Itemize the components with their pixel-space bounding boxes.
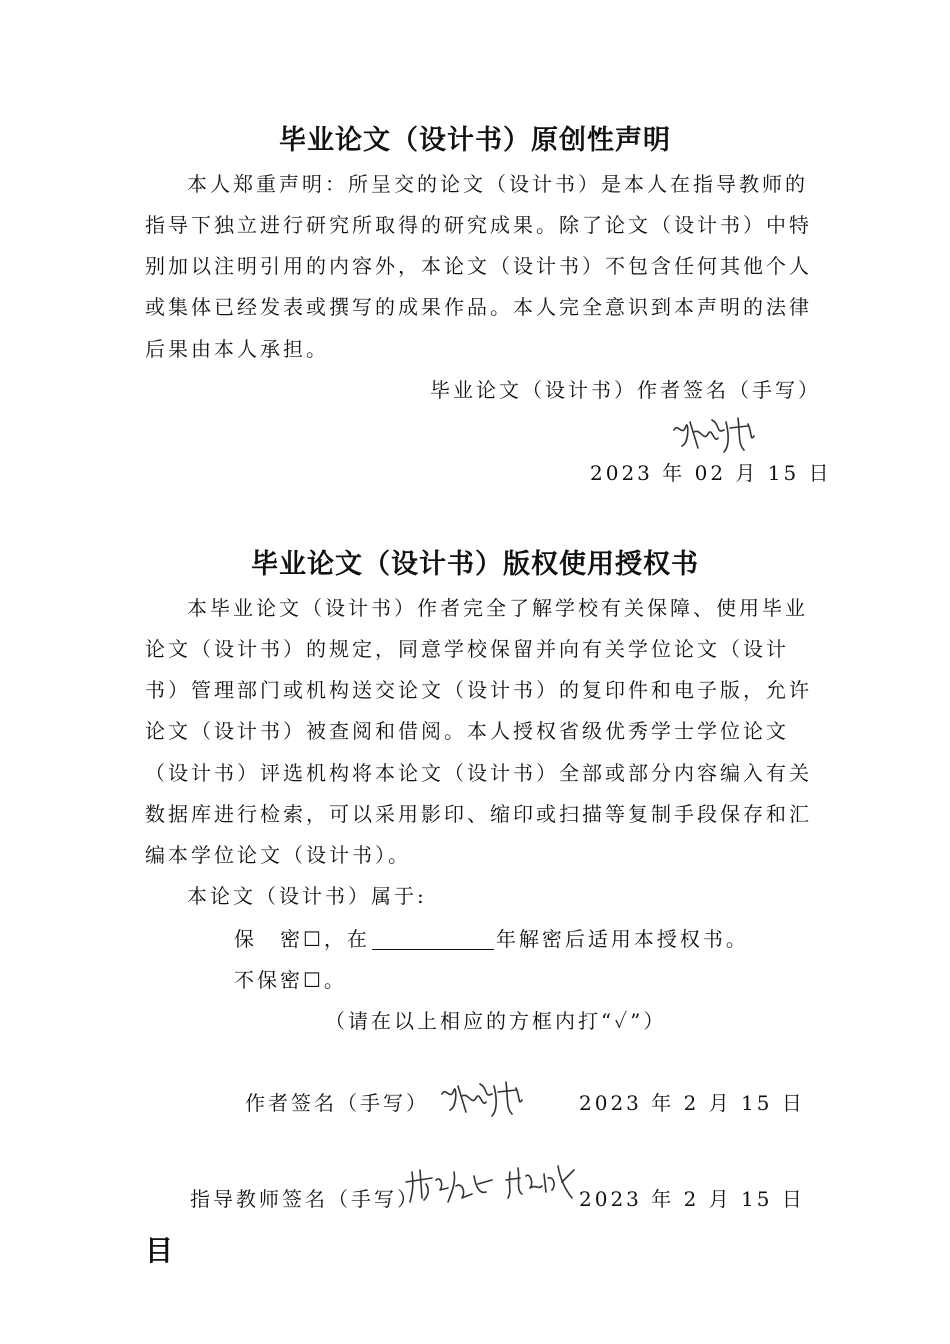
authorization-line-7: 编本学位论文（设计书）。 [145,843,411,867]
declassify-year-blank[interactable] [372,929,494,950]
reviewer-signature [502,1158,582,1204]
originality-line-3: 别加以注明引用的内容外，本论文（设计书）不包含任何其他个人 [145,254,812,278]
author-signature-1 [668,408,768,458]
originality-signature-label: 毕业论文（设计书）作者签名（手写） [430,378,821,402]
belongs-label: 本论文（设计书）属于: [187,884,427,908]
originality-line-4: 或集体已经发表或撰写的成果作品。本人完全意识到本声明的法律 [145,295,812,319]
advisor-signature [402,1162,498,1208]
authorization-line-3: 书）管理部门或机构送交论文（设计书）的复印件和电子版，允许 [145,678,812,702]
authorization-line-4: 论文（设计书）被查阅和借阅。本人授权省级优秀学士学位论文 [145,719,789,743]
secret-prefix: 保 密☐，在 [234,927,370,951]
author-sign-label: 作者签名（手写） [245,1091,429,1115]
not-secret-option: 不保密☐。 [234,968,347,992]
originality-line-5: 后果由本人承担。 [145,337,329,361]
originality-date: 2023 年 02 月 15 日 [590,461,832,485]
originality-line-1: 本人郑重声明：所呈交的论文（设计书）是本人在指导教师的 [187,172,808,196]
authorization-line-5: （设计书）评选机构将本论文（设计书）全部或部分内容编入有关 [145,761,812,785]
author-sign-date: 2023 年 2 月 15 日 [579,1091,805,1115]
originality-title: 毕业论文（设计书）原创性声明 [279,125,671,156]
authorization-line-2: 论文（设计书）的规定，同意学校保留并向有关学位论文（设计 [145,637,789,661]
author-signature-2 [436,1072,536,1122]
advisor-sign-label: 指导教师签名（手写） [190,1187,420,1211]
secret-suffix: 年解密后适用本授权书。 [495,927,749,951]
authorization-line-6: 数据库进行检索，可以采用影印、缩印或扫描等复制手段保存和汇 [145,802,812,826]
authorization-title: 毕业论文（设计书）版权使用授权书 [251,549,699,580]
secret-option [234,923,749,952]
checkbox-note: （请在以上相应的方框内打“✓”） [325,1009,667,1033]
originality-line-2: 指导下独立进行研究所取得的研究成果。除了论文（设计书）中特 [145,213,812,237]
toc-heading-fragment: 目 [145,1234,174,1267]
advisor-sign-date: 2023 年 2 月 15 日 [579,1187,805,1211]
authorization-line-1: 本毕业论文（设计书）作者完全了解学校有关保障、使用毕业 [187,596,808,620]
